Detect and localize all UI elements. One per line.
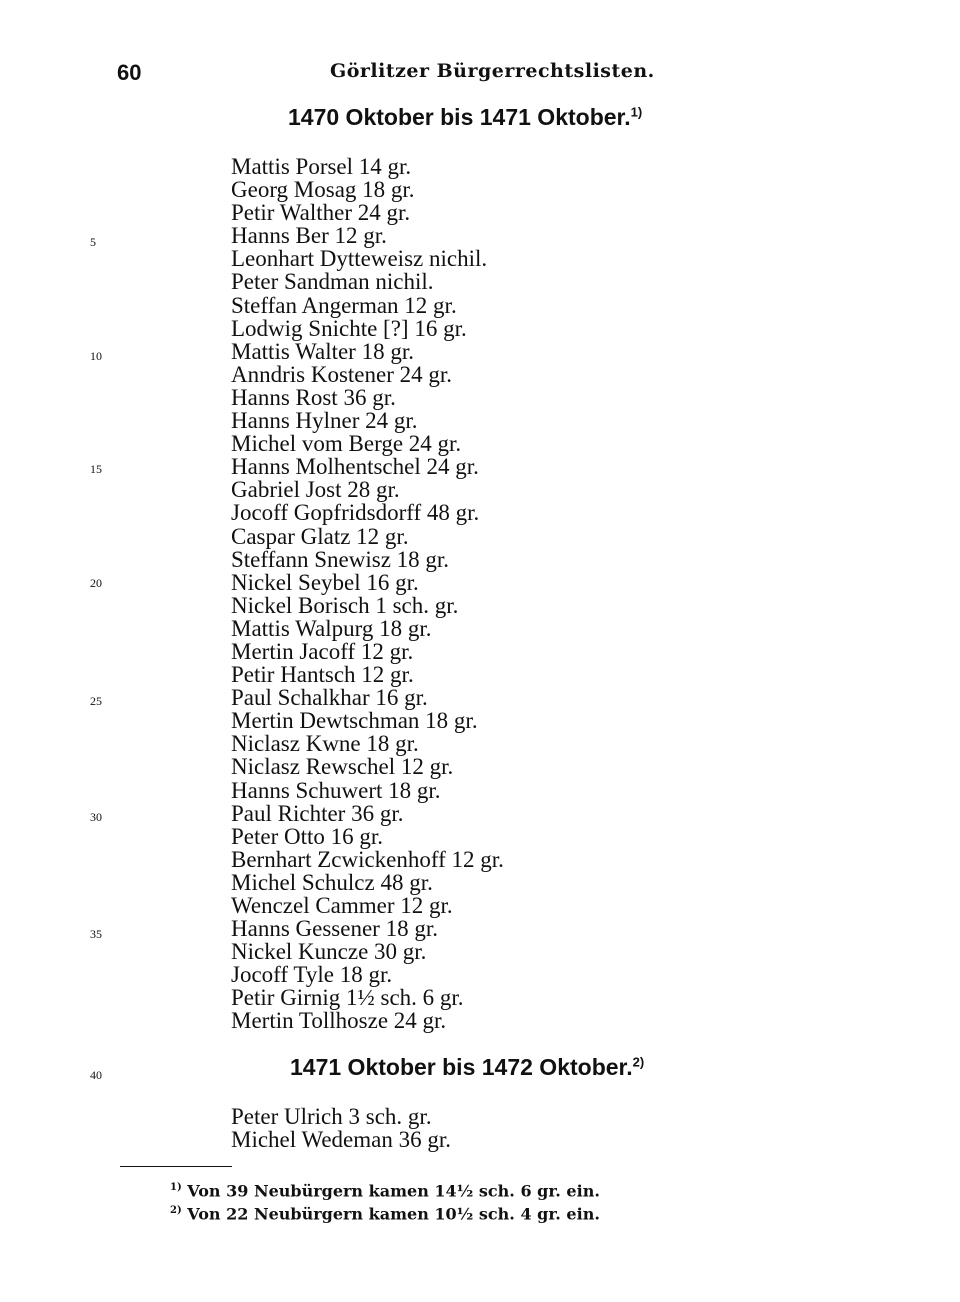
footnotes <box>170 1178 600 1225</box>
list-item: Lodwig Snichte [?] 16 gr. <box>231 315 467 341</box>
list-item: Hanns Molhentschel 24 gr. <box>231 454 479 480</box>
section-heading <box>288 104 642 131</box>
list-item: Mertin Dewtschman 18 gr. <box>231 708 478 734</box>
list-item: Wenczel Cammer 12 gr. <box>231 893 453 918</box>
list-item: Hanns Schuwert 18 gr. <box>231 777 441 803</box>
list-item: Hanns Gessener 18 gr. <box>231 916 438 942</box>
list-item: Mattis Porsel 14 gr. <box>231 154 412 179</box>
list-item: Jocoff Tyle 18 gr. <box>231 962 393 988</box>
list-item: Nickel Kuncze 30 gr. <box>231 939 427 965</box>
footnote-text: Von 39 Neubürgern kamen 14½ sch. 6 gr. ein. <box>187 1181 600 1201</box>
line-number: 15 <box>90 462 102 476</box>
line-number: 25 <box>90 694 102 708</box>
footnote-text: Von 22 Neubürgern kamen 10½ sch. 4 gr. ein. <box>187 1204 600 1224</box>
entry-list <box>231 155 504 1033</box>
list-item: Niclasz Kwne 18 gr. <box>231 731 419 757</box>
list-item: Michel Schulcz 48 gr. <box>231 869 433 895</box>
list-item: Mertin Tollhosze 24 gr. <box>231 1008 447 1034</box>
list-item: Georg Mosag 18 gr. <box>231 177 415 203</box>
section-heading <box>290 1054 644 1081</box>
list-item: Nickel Seybel 16 gr. <box>231 569 419 595</box>
list-item: Mattis Walter 18 gr. <box>231 338 414 364</box>
footnote <box>170 1178 600 1201</box>
list-item: Jocoff Gopfridsdorff 48 gr. <box>231 500 480 526</box>
list-item: Nickel Borisch 1 sch. gr. <box>231 592 459 618</box>
list-item: Mertin Jacoff 12 gr. <box>231 638 414 664</box>
footnote-mark: 2) <box>632 1054 645 1070</box>
list-item: Hanns Rost 36 gr. <box>231 384 396 410</box>
section-heading-text: 1470 Oktober bis 1471 Oktober. <box>288 104 631 130</box>
section-heading-text: 1471 Oktober bis 1472 Oktober. <box>290 1054 633 1080</box>
list-item: Paul Schalkhar 16 gr. <box>231 685 428 711</box>
running-title: Görlitzer Bürgerrechtslisten. <box>330 60 655 82</box>
list-item: Steffan Angerman 12 gr. <box>231 292 457 318</box>
footnote <box>170 1201 600 1224</box>
list-item: Gabriel Jost 28 gr. <box>231 477 400 503</box>
list-item: Mattis Walpurg 18 gr. <box>231 615 432 641</box>
list-item: Leonhart Dytteweisz nichil. <box>231 246 488 272</box>
list-item: Niclasz Rewschel 12 gr. <box>231 754 454 780</box>
line-number: 10 <box>90 349 102 363</box>
list-item: Michel vom Berge 24 gr. <box>231 431 462 457</box>
footnote-mark: 2) <box>170 1205 182 1217</box>
list-item: Peter Otto 16 gr. <box>231 823 384 849</box>
list-item: Petir Walther 24 gr. <box>231 200 411 226</box>
list-item: Anndris Kostener 24 gr. <box>231 361 453 387</box>
line-number: 5 <box>90 235 96 249</box>
list-item: Steffann Snewisz 18 gr. <box>231 546 450 572</box>
line-number: 20 <box>90 576 102 590</box>
footnote-mark: 1) <box>630 104 643 120</box>
list-item: Paul Richter 36 gr. <box>231 800 404 826</box>
list-item: Bernhart Zcwickenhoff 12 gr. <box>231 846 504 872</box>
list-item: Hanns Hylner 24 gr. <box>231 408 418 434</box>
list-item: Hanns Ber 12 gr. <box>231 223 387 249</box>
footnote-rule <box>120 1166 232 1167</box>
list-item: Petir Hantsch 12 gr. <box>231 662 414 688</box>
entry-list <box>231 1105 451 1151</box>
page-number: 60 <box>117 60 142 85</box>
list-item: Peter Ulrich 3 sch. gr. <box>231 1104 432 1129</box>
list-item: Michel Wedeman 36 gr. <box>231 1127 452 1153</box>
list-item: Caspar Glatz 12 gr. <box>231 523 409 549</box>
footnote-mark: 1) <box>170 1182 182 1193</box>
list-item: Peter Sandman nichil. <box>231 269 434 295</box>
list-item: Petir Girnig 1½ sch. 6 gr. <box>231 985 464 1011</box>
line-number: 35 <box>90 927 102 941</box>
line-number: 40 <box>90 1068 102 1082</box>
line-number: 30 <box>90 810 102 824</box>
